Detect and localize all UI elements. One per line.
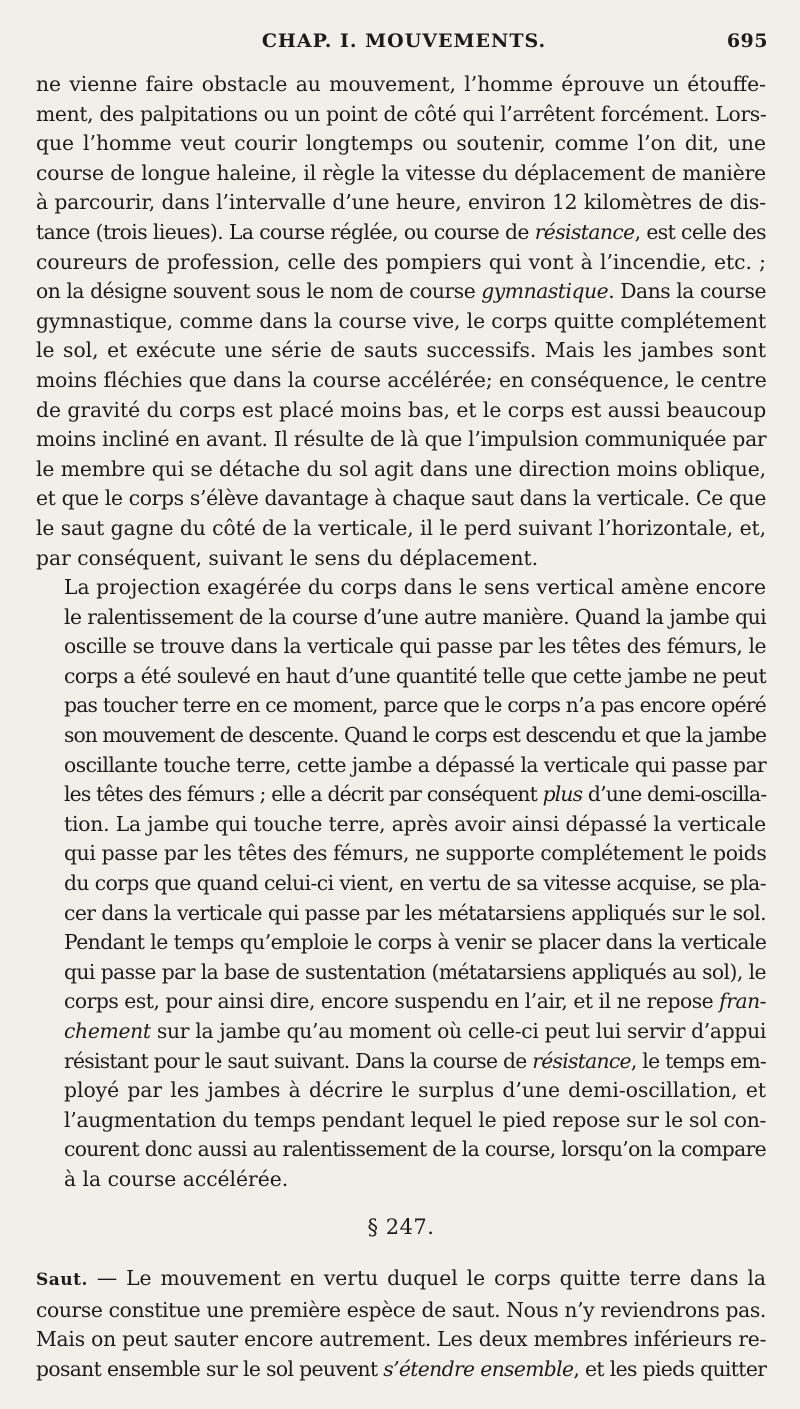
text-segment: ployé par les jambes à décrire le surplus d’une demi-oscillation, et xyxy=(64,1078,766,1103)
text-segment: le saut gagne du côté de la verticale, il le perd suivant l’horizontale, et, xyxy=(36,515,766,540)
text-segment: tance (trois lieues). La course réglée, ou course de xyxy=(36,219,535,244)
text-line xyxy=(36,277,766,307)
text-segment: corps a été soulevé en haut d’une quantité telle que cette jambe ne peut xyxy=(64,663,767,688)
text-segment: cer dans la verticale qui passe par les métatarsiens appliqués sur le sol. xyxy=(64,900,766,925)
text-segment: , le temps em- xyxy=(630,1048,766,1073)
text-line xyxy=(36,1325,766,1355)
text-segment: moins incliné en avant. Il résulte de là que l’impulsion communiquée par xyxy=(36,427,767,452)
text-segment: ment, des palpitations ou un point de côté qui l’arrêtent forcément. Lors- xyxy=(36,101,767,126)
text-line xyxy=(36,100,766,130)
text-segment: sur la jambe qu’au moment où celle-ci peut lui servir d’appui xyxy=(150,1019,767,1043)
text-segment: courent donc aussi au ralentissement de la course, lorsqu’on la compare xyxy=(64,1137,766,1162)
text-line xyxy=(36,1017,766,1047)
run-in-heading: Saut. xyxy=(36,1270,88,1291)
text-line xyxy=(36,987,766,1017)
text-segment: le membre qui se détache du sol agit dans une direction moins oblique, xyxy=(36,456,766,481)
italic-text: fran- xyxy=(719,989,767,1014)
italic-text: résistance xyxy=(534,219,635,244)
text-line xyxy=(36,662,766,692)
text-line xyxy=(36,1355,766,1385)
text-line xyxy=(36,366,766,396)
text-line xyxy=(36,1296,766,1326)
text-line xyxy=(36,810,766,840)
text-segment: gymnastique, comme dans la course vive, le corps quitte complétement xyxy=(36,308,766,333)
text-segment: — Le mouvement en vertu duquel le corps quitte terre dans la xyxy=(87,1266,766,1291)
text-segment: que l’homme veut courir longtemps ou soutenir, comme l’on dit, une xyxy=(36,131,766,156)
text-line xyxy=(36,218,766,248)
text-segment: corps est, pour ainsi dire, encore suspendu en l’air, et il ne repose xyxy=(64,989,720,1014)
text-segment: , et les pieds quitter xyxy=(573,1356,767,1381)
text-line xyxy=(36,544,766,574)
text-line xyxy=(36,691,766,721)
text-body xyxy=(36,70,766,1385)
italic-text: chement xyxy=(64,1019,151,1043)
text-segment: les têtes des fémurs ; elle a décrit par conséquent xyxy=(64,782,543,807)
text-segment: qui passe par la base de sustentation (métatarsiens appliqués au sol), le xyxy=(64,959,766,984)
text-segment: course de longue haleine, il règle la vitesse du déplacement de manière xyxy=(36,160,766,185)
text-line xyxy=(36,839,766,869)
text-line xyxy=(36,603,766,633)
text-segment: l’augmentation du temps pendant lequel le pied repose sur le sol con- xyxy=(64,1107,767,1132)
text-segment: oscillante touche terre, cette jambe a dépassé la verticale qui passe par xyxy=(64,752,767,777)
text-line xyxy=(36,159,766,189)
text-segment: on la désigne souvent sous le nom de course xyxy=(36,279,482,304)
italic-text: plus xyxy=(542,782,583,807)
text-line xyxy=(36,899,766,929)
text-line xyxy=(36,751,766,781)
text-line xyxy=(36,396,766,426)
text-line xyxy=(36,1106,766,1136)
page-number: 695 xyxy=(726,30,768,52)
text-line xyxy=(36,336,766,366)
text-line xyxy=(36,425,766,455)
text-segment: et que le corps s’élève davantage à chaque saut dans la verticale. Ce que xyxy=(36,486,767,511)
text-line xyxy=(36,307,766,337)
text-segment: La projection exagérée du corps dans le sens vertical amène encore xyxy=(64,575,766,600)
text-segment: , est celle des xyxy=(634,219,767,244)
text-line xyxy=(36,70,766,100)
text-segment: le ralentissement de la course d’une autre manière. Quand la jambe qui xyxy=(64,604,767,629)
running-header xyxy=(40,30,768,62)
text-segment: Pendant le temps qu’emploie le corps à venir se placer dans la verticale xyxy=(64,930,767,955)
text-segment: d’une demi-oscilla- xyxy=(582,782,767,807)
text-line xyxy=(36,1047,766,1077)
text-segment: à la course accélérée. xyxy=(64,1166,289,1191)
text-line xyxy=(36,455,766,485)
text-segment: course constitue une première espèce de saut. Nous n’y reviendrons pas. xyxy=(36,1297,766,1322)
italic-text: s’étendre ensemble xyxy=(383,1356,574,1381)
italic-text: gymnastique xyxy=(481,279,609,304)
text-line xyxy=(36,928,766,958)
text-line xyxy=(36,1264,766,1296)
text-segment: de gravité du corps est placé moins bas, et le corps est aussi beaucoup xyxy=(36,397,767,422)
text-line xyxy=(36,188,766,218)
text-segment: pas toucher terre en ce moment, parce que le corps n’a pas encore opéré xyxy=(64,693,766,718)
paragraph-saut xyxy=(36,1264,766,1384)
text-segment: posant ensemble sur le sol peuvent xyxy=(36,1356,384,1381)
italic-text: résistance xyxy=(532,1048,631,1073)
text-segment: coureurs de profession, celle des pompiers qui vont à l’incendie, etc. ; xyxy=(36,249,766,274)
text-line xyxy=(36,958,766,988)
text-line xyxy=(36,1076,766,1106)
text-segment: par conséquent, suivant le sens du déplacement. xyxy=(36,545,539,570)
text-segment: son mouvement de descente. Quand le corps est descendu et que la jambe xyxy=(64,723,766,748)
text-line xyxy=(36,869,766,899)
text-segment: ne vienne faire obstacle au mouvement, l’homme éprouve un étouffe- xyxy=(36,72,766,96)
running-title: CHAP. I. MOUVEMENTS. xyxy=(261,30,547,52)
text-line xyxy=(36,1165,766,1195)
text-segment: du corps que quand celui-ci vient, en vertu de sa vitesse acquise, se pla- xyxy=(64,871,766,896)
paragraph xyxy=(36,573,766,1194)
text-line xyxy=(36,632,766,662)
text-line xyxy=(36,573,766,603)
text-segment: qui passe par les têtes des fémurs, ne supporte complétement le poids xyxy=(64,841,767,866)
text-line xyxy=(36,1135,766,1165)
text-line xyxy=(36,248,766,278)
text-segment: Mais on peut sauter encore autrement. Les deux membres inférieurs re- xyxy=(36,1327,767,1352)
text-line xyxy=(36,129,766,159)
text-segment: . Dans la course xyxy=(608,279,766,304)
text-line xyxy=(36,721,766,751)
text-line xyxy=(36,780,766,810)
text-line xyxy=(36,514,766,544)
text-segment: à parcourir, dans l’intervalle d’une heure, environ 12 kilomètres de dis- xyxy=(36,190,766,215)
paragraph xyxy=(36,70,766,573)
text-segment: tion. La jambe qui touche terre, après avoir ainsi dépassé la verticale xyxy=(64,811,766,836)
text-line xyxy=(36,484,766,514)
text-segment: résistant pour le saut suivant. Dans la course de xyxy=(64,1048,533,1073)
text-segment: moins fléchies que dans la course accélérée; en conséquence, le centre xyxy=(36,367,767,392)
text-segment: oscille se trouve dans la verticale qui passe par les têtes des fémurs, le xyxy=(64,634,767,659)
section-heading: § 247. xyxy=(367,1214,435,1239)
text-segment: le sol, et exécute une série de sauts successifs. Mais les jambes sont xyxy=(36,338,766,363)
